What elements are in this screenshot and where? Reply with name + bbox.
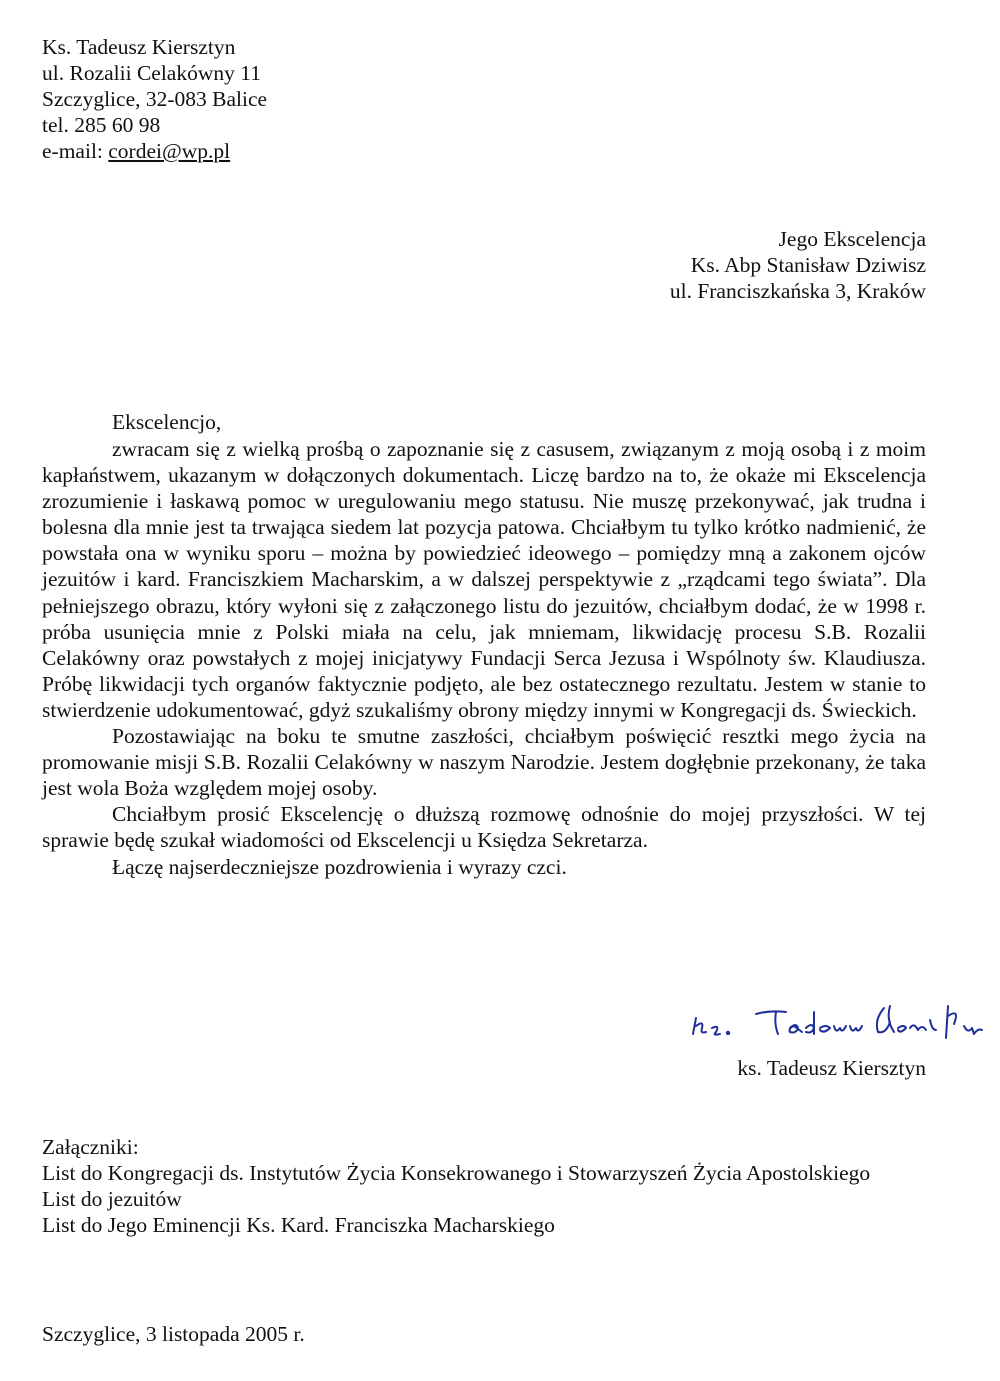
recipient-address-block: [670, 226, 926, 304]
salutation: Ekscelencjo,: [112, 410, 222, 434]
dateline: Szczyglice, 3 listopada 2005 r.: [42, 1322, 305, 1346]
attachment-item: List do jezuitów: [42, 1187, 182, 1211]
sender-email-label: e-mail:: [42, 139, 109, 163]
recipient-name: Ks. Abp Stanisław Dziwisz: [690, 253, 926, 277]
recipient-address: ul. Franciszkańska 3, Kraków: [669, 279, 926, 303]
sender-street: ul. Rozalii Celakówny 11: [42, 61, 261, 85]
sender-city: Szczyglice, 32-083 Balice: [42, 87, 268, 111]
letter-paragraph: Łączę najserdeczniejsze pozdrowienia i wyrazy czci.: [112, 854, 567, 879]
signature-printed-name: ks. Tadeusz Kiersztyn: [737, 1056, 926, 1080]
sender-phone: tel. 285 60 98: [42, 113, 161, 137]
letter-paragraph: zwracam się z wielką prośbą o zapoznanie się z casusem, związanym z moją osobą i z moim kapłaństwem, ukazanym w dołączonych dokumentach. Liczę bardzo na to, że okaże mi Ekscelencja zrozumienie i łaskawą pomoc w uregulowaniu mego statusu. Nie muszę przekonywać, jak trudna i bolesna dla mnie jest ta trwająca siedem lat pozycja patowa. Chciałbym tu tylko krótko nadmienić, że powstała ona w wyniku sporu – można by powiedzieć ideowego – pomiędzy mną a zakonem ojców jezuitów i kard. Franciszkiem Macharskim, a w dalszej perspektywie z „rządcami tego świata”. Dla pełniejszego obrazu, który wyłoni się z załączonego listu do jezuitów, chciałbym dodać, że w 1998 r. próba usunięcia mnie z Polski miała na celu, jak mniemam, likwidację procesu S.B. Rozalii Celakówny oraz powstałych z mojej inicjatywy Fundacji Serca Jezusa i Wspólnoty św. Klaudiusza. Próbę likwidacji tych organów faktycznie podjęto, ale bez ostatecznego rezultatu. Jestem w stanie to stwierdzenie udokumentować, gdyż szukaliśmy obrony między innymi w Kongregacji ds. Świeckich.: [42, 437, 926, 722]
sender-email-link[interactable]: cordei@wp.pl: [108, 139, 231, 163]
sender-email-line: [42, 138, 267, 164]
attachments-heading: Załączniki:: [42, 1135, 139, 1159]
sender-name: Ks. Tadeusz Kiersztyn: [42, 35, 236, 59]
letter-paragraph: Pozostawiając na boku te smutne zaszłości, chciałbym poświęcić resztki mego życia na promowanie misji S.B. Rozalii Celakówny w naszym Narodzie. Jestem dogłębnie przekonany, że taka jest wola Boża względem mojej osoby.: [42, 724, 926, 801]
sender-address-block: [42, 34, 267, 164]
recipient-title: Jego Ekscelencja: [778, 227, 926, 251]
attachment-item: List do Kongregacji ds. Instytutów Życia Konsekrowanego i Stowarzyszeń Życia Apostolskiego: [42, 1161, 871, 1185]
handwritten-signature: [690, 998, 990, 1048]
attachment-item: List do Jego Eminencji Ks. Kard. Franciszka Macharskiego: [42, 1213, 555, 1237]
letter-body: [42, 436, 926, 880]
attachments-block: [42, 1134, 926, 1238]
letter-paragraph: Chciałbym prosić Ekscelencję o dłuższą rozmowę odnośnie do mojej przyszłości. W tej sprawie będę szukał wiadomości od Ekscelencji u Księdza Sekretarza.: [42, 802, 926, 853]
